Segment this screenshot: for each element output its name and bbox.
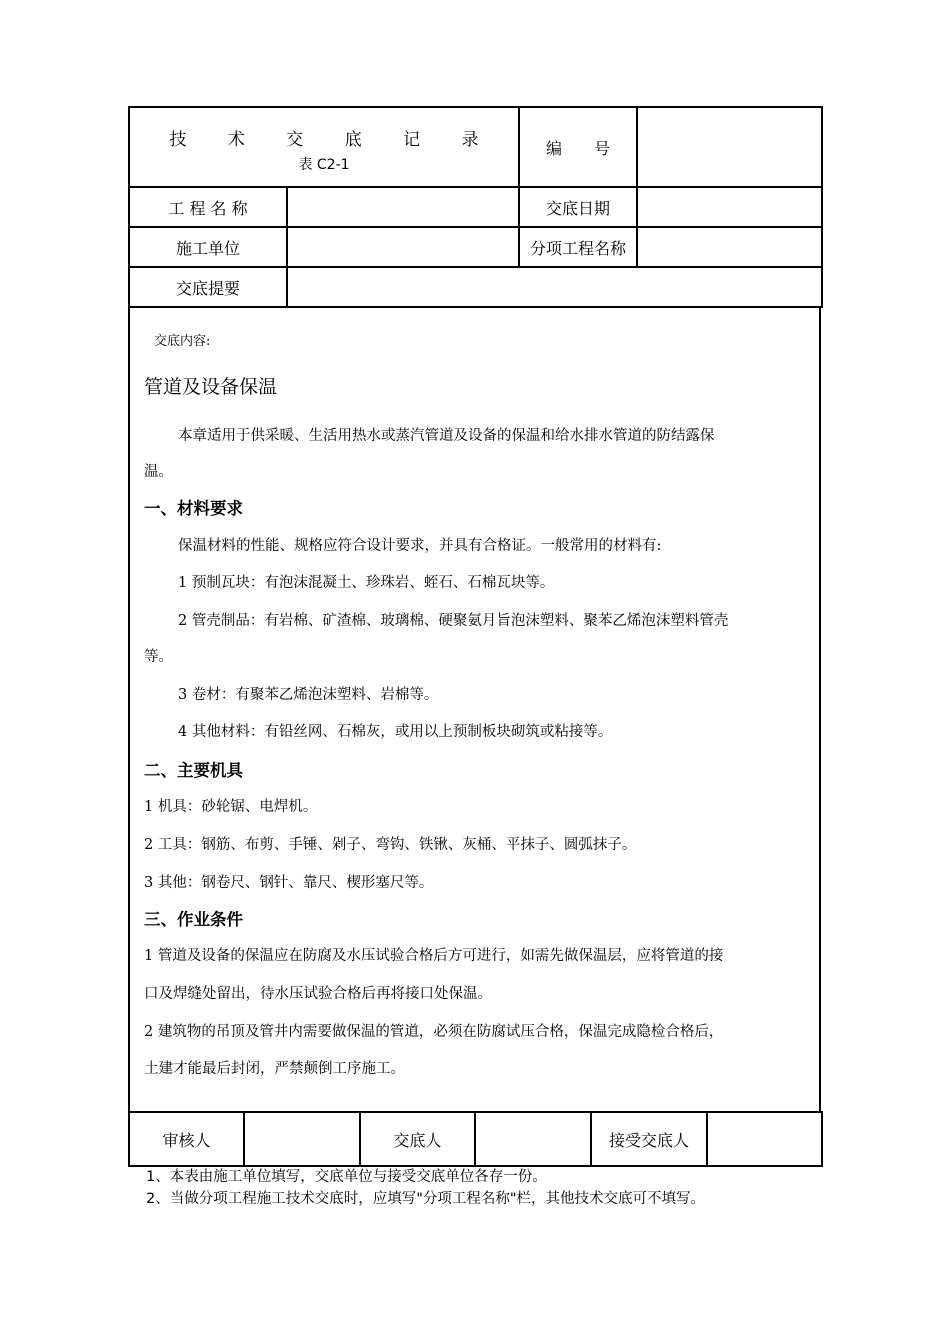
receiver-label: 接受交底人 xyxy=(591,1112,707,1166)
reviewer-label: 审核人 xyxy=(129,1112,244,1166)
section-2-title: 二、主要机具 xyxy=(144,761,243,780)
section-1-title: 一、材料要求 xyxy=(144,499,243,518)
form-number: 表 C2-1 xyxy=(298,156,350,173)
reviewer-signature-cell[interactable] xyxy=(244,1112,360,1166)
discloser-label: 交底人 xyxy=(360,1112,475,1166)
materials-line: 保温材料的性能、规格应符合设计要求，并具有合格证。一般常用的材料有: xyxy=(178,538,662,554)
note-2: 2、当做分项工程施工技术交底时，应填写"分项工程名称"栏，其他技术交底可不填写。 xyxy=(146,1191,706,1207)
intro-line-2: 温。 xyxy=(144,464,173,480)
form-title: 技 术 交 底 记 录 xyxy=(169,129,497,150)
contractor-label: 施工单位 xyxy=(129,227,287,267)
tools-item-1: 1 机具：砂轮锯、电焊机。 xyxy=(144,799,318,815)
conditions-item-1-cont: 口及焊缝处留出，待水压试验合格后再将接口处保温。 xyxy=(144,986,492,1002)
project-name-value-cell[interactable] xyxy=(287,187,519,227)
form-notes xyxy=(146,1166,705,1210)
content-section xyxy=(128,308,821,1111)
section-3-title: 三、作业条件 xyxy=(144,910,243,929)
summary-value-cell[interactable] xyxy=(287,267,822,307)
tools-item-3: 3 其他：钢卷尺、钢针、靠尺、楔形塞尺等。 xyxy=(144,875,434,891)
contractor-value-cell[interactable] xyxy=(287,227,519,267)
materials-item-2: 2 管壳制品：有岩棉、矿渣棉、玻璃棉、硬聚氨月旨泡沫塑料、聚苯乙烯泡沫塑料管壳 xyxy=(178,613,729,629)
project-name-label: 工 程 名 称 xyxy=(129,187,287,227)
receiver-signature-cell[interactable] xyxy=(707,1112,822,1166)
header-table xyxy=(128,106,823,308)
number-value-cell[interactable] xyxy=(637,107,822,187)
discloser-signature-cell[interactable] xyxy=(475,1112,591,1166)
intro-line-1: 本章适用于供采暖、生活用热水或蒸汽管道及设备的保温和给水排水管道的防结露保 xyxy=(178,428,715,444)
handover-date-value-cell[interactable] xyxy=(637,187,822,227)
conditions-item-2: 2 建筑物的吊顶及管井内需要做保温的管道，必须在防腐试压合格，保温完成隐检合格后， xyxy=(144,1024,724,1040)
summary-label: 交底提要 xyxy=(129,267,287,307)
materials-item-3: 3 卷材：有聚苯乙烯泡沫塑料、岩棉等。 xyxy=(178,687,439,703)
number-label: 编 号 xyxy=(519,107,637,187)
signature-table xyxy=(128,1111,823,1167)
materials-item-1: 1 预制瓦块：有泡沫混凝土、珍珠岩、蛭石、石棉瓦块等。 xyxy=(178,575,555,591)
materials-item-4: 4 其他材料：有铅丝网、石棉灰，或用以上预制板块砌筑或粘接等。 xyxy=(178,724,613,740)
tools-item-2: 2 工具：钢筋、布剪、手锤、剁子、弯钩、铁锹、灰桶、平抹子、圆弧抹子。 xyxy=(144,837,637,853)
conditions-item-2-cont: 土建才能最后封闭，严禁颠倒工序施工。 xyxy=(144,1061,405,1077)
chapter-title: 管道及设备保温 xyxy=(144,376,278,398)
title-cell xyxy=(129,107,519,187)
conditions-item-1: 1 管道及设备的保温应在防腐及水压试验合格后方可进行，如需先做保温层，应将管道的接 xyxy=(144,948,724,964)
subitem-label: 分项工程名称 xyxy=(519,227,637,267)
technical-disclosure-form xyxy=(128,106,821,1167)
materials-item-2-cont: 等。 xyxy=(144,649,173,665)
subitem-value-cell[interactable] xyxy=(637,227,822,267)
note-1: 1、本表由施工单位填写，交底单位与接受交底单位各存一份。 xyxy=(146,1169,547,1185)
content-label: 交底内容: xyxy=(154,334,211,349)
handover-date-label: 交底日期 xyxy=(519,187,637,227)
